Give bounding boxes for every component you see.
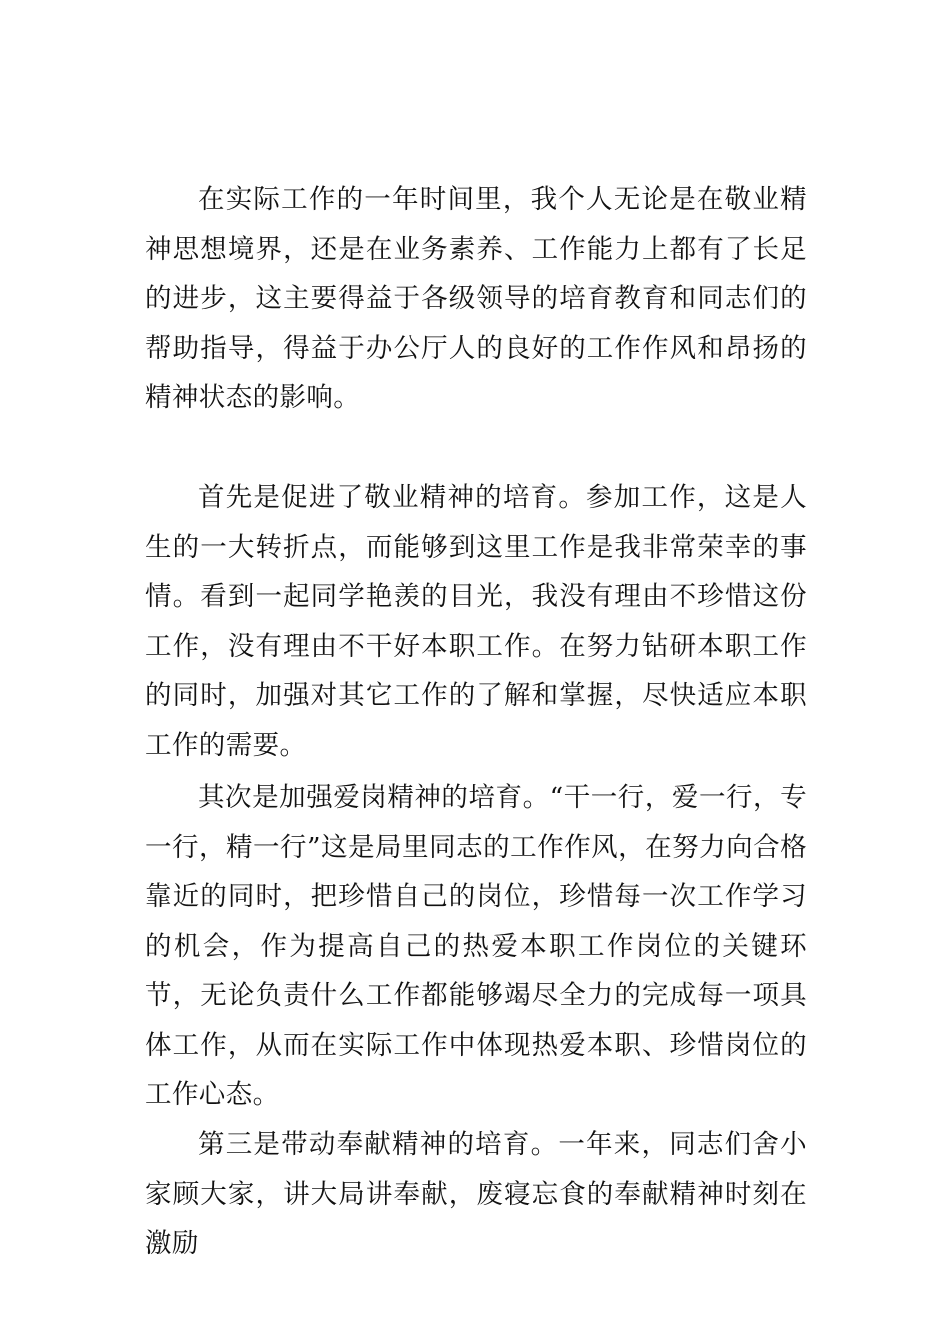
paragraph-1: 在实际工作的一年时间里，我个人无论是在敬业精神思想境界，还是在业务素养、工作能力上都有了长足的进步，这主要得益于各级领导的培育教育和同志们的帮助指导，得益于办公厅人的良好的工作作风和昂扬的精神状态的影响。 — [145, 184, 807, 413]
paragraph-4: 第三是带动奉献精神的培育。一年来，同志们舍小家顾大家，讲大局讲奉献，废寝忘食的奉献精神时刻在激励 — [145, 1129, 807, 1259]
paragraph-2: 首先是促进了敬业精神的培育。参加工作，这是人生的一大转折点，而能够到这里工作是我非常荣幸的事情。看到一起同学艳羡的目光，我没有理由不珍惜这份工作，没有理由不干好本职工作。在努力钻研本职工作的同时，加强对其它工作的了解和掌握，尽快适应本职工作的需要。 — [145, 482, 807, 761]
paragraph-3: 其次是加强爱岗精神的培育。“干一行，爱一行，专一行，精一行”这是局里同志的工作作风，在努力向合格靠近的同时，把珍惜自己的岗位，珍惜每一次工作学习的机会，作为提高自己的热爱本职工作岗位的关键环节，无论负责什么工作都能够竭尽全力的完成每一项具体工作，从而在实际工作中体现热爱本职、珍惜岗位的工作心态。 — [145, 782, 807, 1110]
